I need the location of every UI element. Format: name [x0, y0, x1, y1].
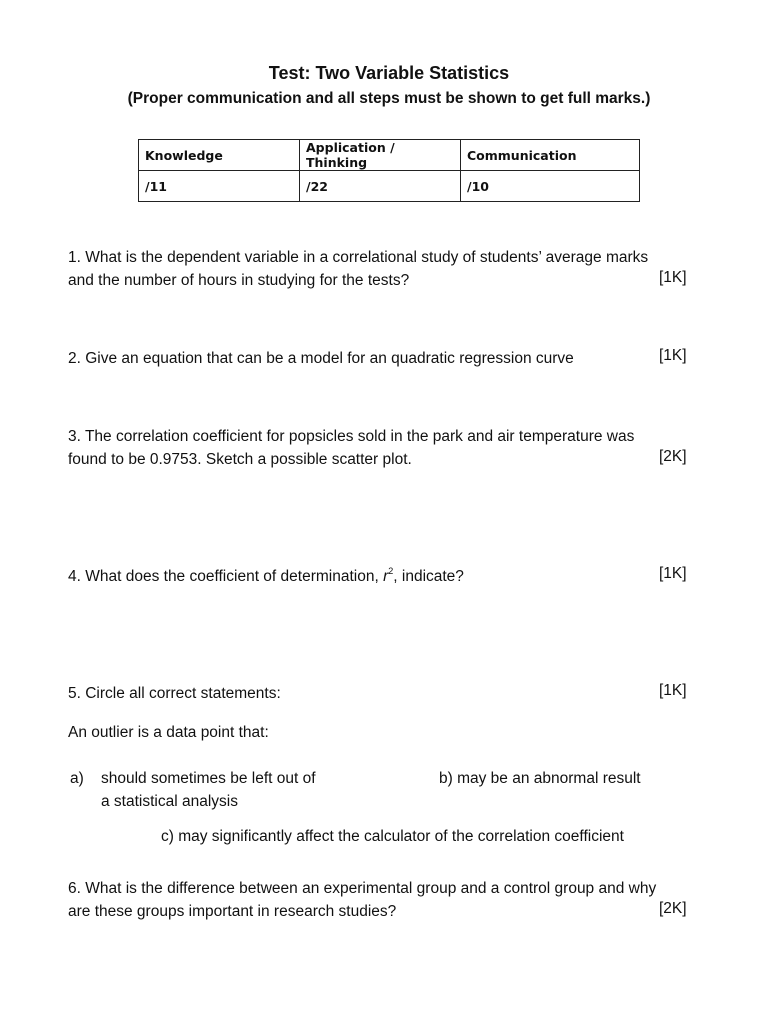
application-thinking-header: Application / Thinking: [300, 140, 461, 171]
knowledge-total: /11: [139, 171, 300, 202]
r-squared-exponent: 2: [388, 566, 394, 576]
option-a-line1: should sometimes be left out of: [101, 770, 316, 787]
communication-total: /10: [461, 171, 640, 202]
question-6-text-line2: are these groups important in research studies?: [68, 903, 397, 920]
communication-header: Communication: [461, 140, 640, 171]
option-a-label: a): [70, 770, 84, 787]
question-1-marks: [1K]: [659, 269, 687, 286]
marks-table-totals-row: [139, 171, 640, 202]
question-4-marks: [1K]: [659, 565, 687, 582]
question-4-text-before: 4. What does the coefficient of determination,: [68, 568, 384, 585]
question-5-marks: [1K]: [659, 682, 687, 699]
question-3-marks: [2K]: [659, 448, 687, 465]
marks-table-header-row: [139, 140, 640, 171]
question-2-marks: [1K]: [659, 347, 687, 364]
application-thinking-total: /22: [300, 171, 461, 202]
question-3-text-line2: found to be 0.9753. Sketch a possible scatter plot.: [68, 451, 412, 468]
test-title: Test: Two Variable Statistics: [268, 63, 510, 83]
question-1-text-line1: 1. What is the dependent variable in a correlational study of students’ average marks: [68, 249, 649, 266]
question-1-text-line2: and the number of hours in studying for the tests?: [68, 272, 410, 289]
question-2-text: 2. Give an equation that can be a model for an quadratic regression curve: [68, 350, 574, 367]
question-4-text: [68, 565, 464, 588]
marks-table: [138, 139, 640, 202]
question-5-stem: An outlier is a data point that:: [68, 724, 269, 741]
question-3-text-line1: 3. The correlation coefficient for popsicles sold in the park and air temperature was: [68, 428, 635, 445]
test-instructions: (Proper communication and all steps must be shown to get full marks.): [127, 90, 651, 107]
question-4-text-after: , indicate?: [393, 568, 464, 585]
option-a-line2: a statistical analysis: [101, 793, 238, 810]
question-6-text-line1: 6. What is the difference between an experimental group and a control group and why: [68, 880, 657, 897]
question-5-text: 5. Circle all correct statements:: [68, 685, 281, 702]
option-c: c) may significantly affect the calculator of the correlation coefficient: [161, 828, 624, 845]
question-6-marks: [2K]: [659, 900, 687, 917]
knowledge-header: Knowledge: [139, 140, 300, 171]
option-b: b) may be an abnormal result: [439, 770, 641, 787]
r-squared-variable: r: [383, 568, 389, 585]
